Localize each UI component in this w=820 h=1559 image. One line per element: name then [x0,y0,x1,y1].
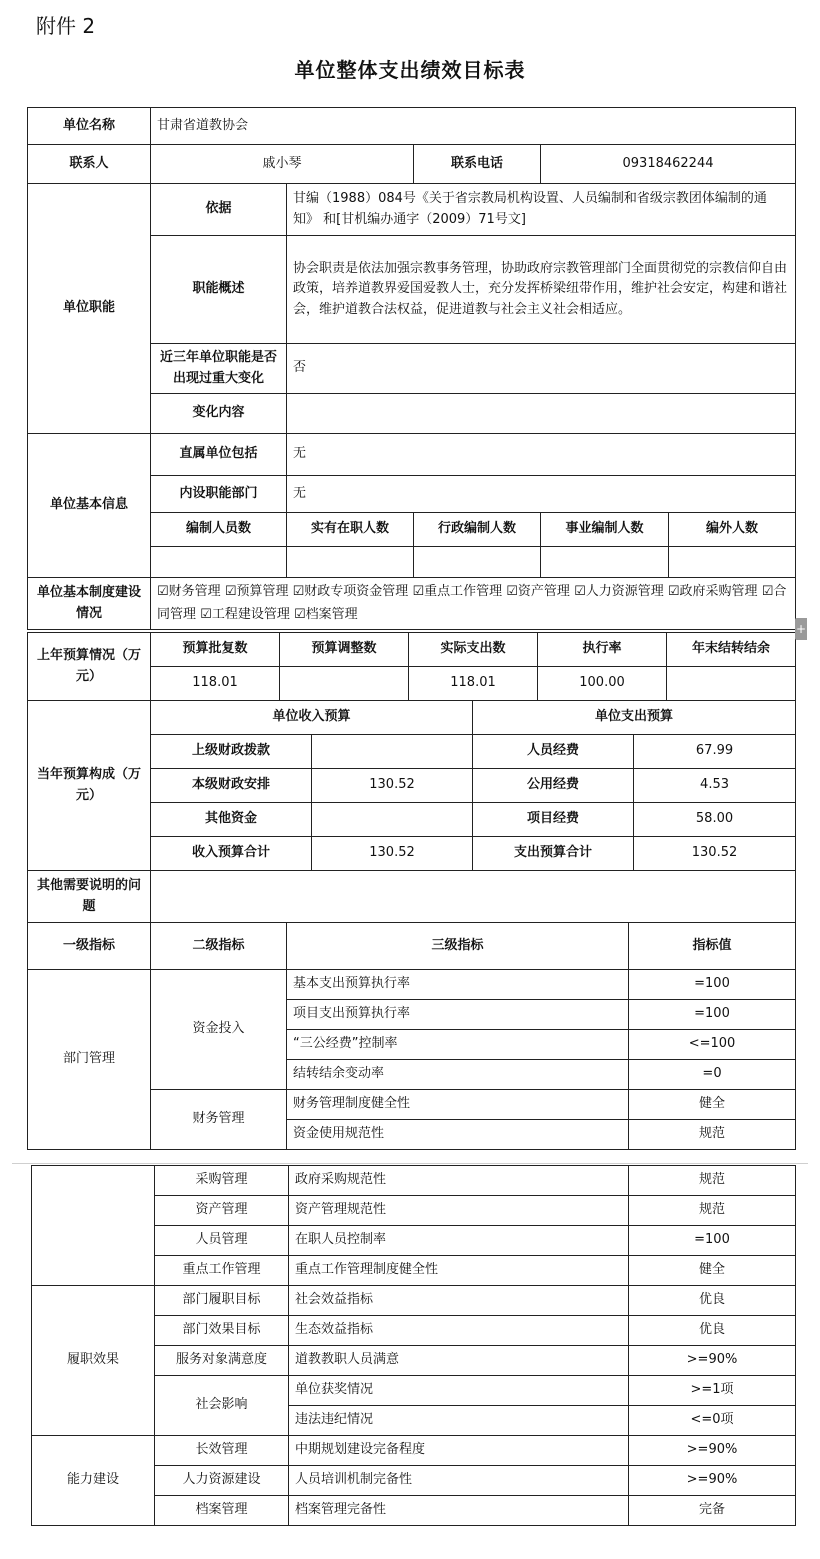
indicator-value: 健全 [629,1090,796,1120]
page-title: 单位整体支出绩效目标表 [294,58,526,82]
checked-box-icon: ☑ [200,606,212,622]
level3-cell: 资产管理规范性 [289,1196,629,1226]
last-year-value: 118.01 [151,667,280,701]
level3-cell: 人员培训机制完备性 [289,1466,629,1496]
checkbox-label: 合同管理 [157,584,787,622]
level1-cell: 履职效果 [32,1286,155,1436]
contact-label: 联系人 [28,145,151,184]
last-year-header: 实际支出数 [409,633,538,667]
expense-label: 人员经费 [473,735,634,769]
checked-box-icon: ☑ [667,584,680,600]
indicator-value: <=100 [629,1030,796,1060]
basis-label: 依据 [151,184,287,236]
level3-cell: 在职人员控制率 [289,1226,629,1256]
checkbox-label: 财务管理 [168,584,221,600]
checkbox-label: 档案管理 [305,606,358,622]
indicator-value: 完备 [629,1496,796,1526]
income-value: 130.52 [312,837,473,871]
last-year-label: 上年预算情况（万元） [28,633,151,701]
system-label: 单位基本制度建设情况 [28,578,151,630]
level2-cell: 长效管理 [155,1436,289,1466]
level2-cell: 采购管理 [155,1166,289,1196]
expense-value: 130.52 [634,837,796,871]
checkbox-item[interactable] [412,584,502,599]
checked-box-icon: ☑ [224,584,237,600]
indicator-value: 规范 [629,1120,796,1150]
indicator-value: <=0项 [629,1406,796,1436]
change-value: 否 [287,344,796,394]
indicator-value: =100 [629,1226,796,1256]
checkbox-item[interactable] [294,607,358,622]
current-budget-table [27,700,796,871]
level2-cell: 部门效果目标 [155,1316,289,1346]
indicator-value: =100 [629,970,796,1000]
indicator-value: >=90% [629,1436,796,1466]
change-content-value [287,394,796,434]
indicator-value: =100 [629,1000,796,1030]
staff-value [414,547,541,578]
level3-cell: 财务管理制度健全性 [287,1090,629,1120]
checkbox-label: 重点工作管理 [424,584,503,600]
level1-cell: 部门管理 [28,970,151,1150]
indicator-table-continued [31,1165,796,1526]
indicator-header: 三级指标 [287,923,629,970]
last-year-budget-table [27,632,796,701]
level3-cell: 基本支出预算执行率 [287,970,629,1000]
income-title: 单位收入预算 [151,701,473,735]
checkbox-label: 工程建设管理 [211,606,290,622]
level3-cell: 资金使用规范性 [287,1120,629,1150]
checkbox-item[interactable] [668,584,758,599]
level2-cell: 重点工作管理 [155,1256,289,1286]
last-year-header: 年末结转结余 [667,633,796,667]
level2-cell: 人员管理 [155,1226,289,1256]
change-label: 近三年单位职能是否出现过重大变化 [151,344,287,394]
checkbox-item[interactable] [506,584,570,599]
last-year-header: 执行率 [538,633,667,667]
expense-label: 公用经费 [473,769,634,803]
expense-value: 67.99 [634,735,796,769]
level3-cell: 政府采购规范性 [289,1166,629,1196]
expense-title: 单位支出预算 [473,701,796,735]
phone-label: 联系电话 [414,145,541,184]
indicator-value: >=90% [629,1346,796,1376]
checkbox-item[interactable] [157,584,221,599]
last-year-header: 预算批复数 [151,633,280,667]
level2-cell: 资金投入 [151,970,287,1090]
checkbox-label: 资产管理 [517,584,570,600]
income-label: 其他资金 [151,803,312,837]
level3-cell: 道教教职人员满意 [289,1346,629,1376]
checked-box-icon: ☑ [293,606,306,622]
level1-cell: 能力建设 [32,1436,155,1526]
indicator-header: 指标值 [629,923,796,970]
basis-value: 甘编（1988）084号《关于省宗教局机构设置、人员编制和省级宗教团体编制的通知》 和[甘机编办通字（2009）71号文] [287,184,796,236]
phone-value: 09318462244 [541,145,796,184]
unit-name-value: 甘肃省道教协会 [151,108,796,145]
checkbox-label: 政府采购管理 [679,584,758,600]
overview-value: 协会职责是依法加强宗教事务管理，协助政府宗教管理部门全面贯彻党的宗教信仰自由政策，培养道教界爱国爱教人士，充分发挥桥梁纽带作用，维护社会安定，构建和谐社会，维护道教合法权益，促进道教与社会主义社会相适应。 [287,236,796,344]
indicator-value: 优良 [629,1286,796,1316]
income-label: 本级财政安排 [151,769,312,803]
checkbox-item[interactable] [200,607,290,622]
indicator-value: 健全 [629,1256,796,1286]
checked-box-icon: ☑ [761,584,774,600]
checked-box-icon: ☑ [574,584,586,600]
staff-value [287,547,414,578]
level3-cell: 结转结余变动率 [287,1060,629,1090]
last-year-value: 118.01 [409,667,538,701]
other-value [151,871,796,923]
checkbox-item[interactable] [574,584,664,599]
staff-value [151,547,287,578]
last-year-value [667,667,796,701]
performance-table [27,107,796,630]
level3-cell: 重点工作管理制度健全性 [289,1256,629,1286]
indicator-value: =0 [629,1060,796,1090]
contact-value: 戚小琴 [151,145,414,184]
unit-name-label: 单位名称 [28,108,151,145]
income-value [312,803,473,837]
level2-cell: 资产管理 [155,1196,289,1226]
checkbox-label: 人力资源管理 [585,584,664,600]
internal-label: 内设职能部门 [151,476,287,513]
staff-header: 实有在职人数 [287,513,414,547]
level2-cell: 档案管理 [155,1496,289,1526]
expand-tab-icon[interactable]: + [795,618,807,640]
level2-cell: 财务管理 [151,1090,287,1150]
other-label: 其他需要说明的问题 [28,871,151,923]
functions-label: 单位职能 [28,184,151,434]
level2-cell: 服务对象满意度 [155,1346,289,1376]
subordinate-label: 直属单位包括 [151,434,287,476]
expense-value: 4.53 [634,769,796,803]
internal-value: 无 [287,476,796,513]
level1-cell [32,1166,155,1286]
staff-header: 编制人员数 [151,513,287,547]
checkbox-label: 财政专项资金管理 [304,584,409,600]
last-year-value: 100.00 [538,667,667,701]
expense-label: 项目经费 [473,803,634,837]
last-year-header: 预算调整数 [280,633,409,667]
expense-value: 58.00 [634,803,796,837]
income-label: 上级财政拨款 [151,735,312,769]
staff-header: 行政编制人数 [414,513,541,547]
page-break-divider [12,1163,808,1164]
level3-cell: “三公经费”控制率 [287,1030,629,1060]
level3-cell: 档案管理完备性 [289,1496,629,1526]
checkbox-item[interactable] [293,584,409,599]
level2-cell: 社会影响 [155,1376,289,1436]
system-checklist [151,578,796,630]
staff-value [669,547,796,578]
checked-box-icon: ☑ [506,584,518,600]
checked-box-icon: ☑ [412,584,425,600]
attachment-label: 附件 2 [36,14,96,38]
checked-box-icon: ☑ [157,584,169,600]
checkbox-label: 预算管理 [236,584,289,600]
overview-label: 职能概述 [151,236,287,344]
level2-cell: 部门履职目标 [155,1286,289,1316]
indicator-header: 一级指标 [28,923,151,970]
staff-header: 编外人数 [669,513,796,547]
income-label: 收入预算合计 [151,837,312,871]
indicator-value: >=1项 [629,1376,796,1406]
indicator-value: >=90% [629,1466,796,1496]
indicator-value: 规范 [629,1196,796,1226]
income-value: 130.52 [312,769,473,803]
indicator-value: 优良 [629,1316,796,1346]
staff-header: 事业编制人数 [541,513,669,547]
change-content-label: 变化内容 [151,394,287,434]
income-value [312,735,473,769]
level3-cell: 违法违纪情况 [289,1406,629,1436]
staff-value [541,547,669,578]
level3-cell: 项目支出预算执行率 [287,1000,629,1030]
expense-label: 支出预算合计 [473,837,634,871]
checked-box-icon: ☑ [292,584,305,600]
indicator-header: 二级指标 [151,923,287,970]
level2-cell: 人力资源建设 [155,1466,289,1496]
level3-cell: 生态效益指标 [289,1316,629,1346]
indicator-value: 规范 [629,1166,796,1196]
level3-cell: 中期规划建设完备程度 [289,1436,629,1466]
basic-info-label: 单位基本信息 [28,434,151,578]
level3-cell: 单位获奖情况 [289,1376,629,1406]
checkbox-item[interactable] [225,584,289,599]
subordinate-value: 无 [287,434,796,476]
last-year-value [280,667,409,701]
current-budget-label: 当年预算构成（万元） [28,701,151,871]
indicator-table [27,870,796,1150]
level3-cell: 社会效益指标 [289,1286,629,1316]
